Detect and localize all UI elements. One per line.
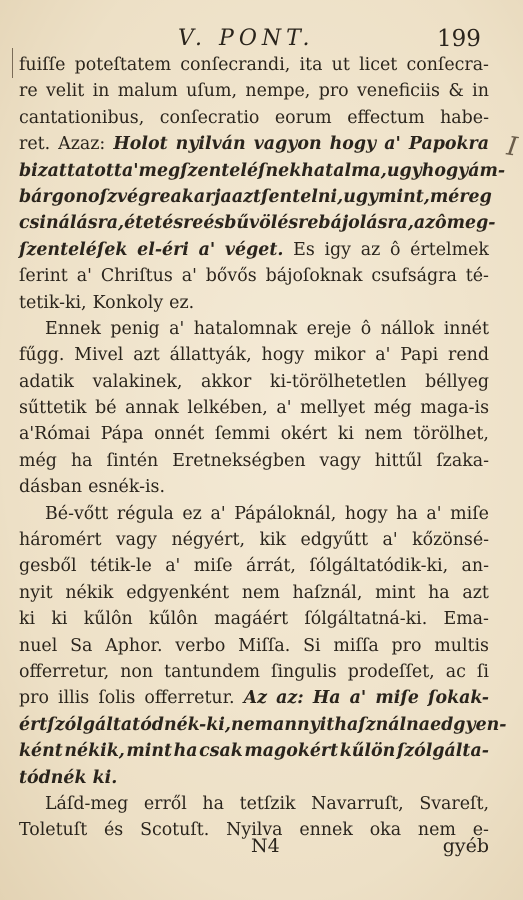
text-line bbox=[19, 738, 489, 764]
word: penig bbox=[110, 318, 160, 339]
word: tetik-ki, bbox=[19, 292, 87, 313]
word: e- bbox=[472, 820, 489, 841]
word: in bbox=[92, 81, 110, 102]
running-head: V. PONT. bbox=[178, 26, 315, 51]
word: illis bbox=[58, 688, 90, 709]
word: rend bbox=[448, 345, 489, 366]
word: gonoſz bbox=[51, 186, 117, 207]
word: nempe, bbox=[245, 81, 311, 102]
word: ként bbox=[19, 741, 63, 762]
word: a' bbox=[426, 503, 442, 524]
word: kűlôn bbox=[83, 609, 133, 630]
word: mint bbox=[126, 741, 173, 762]
word: Ema- bbox=[443, 609, 489, 630]
word: Chriſtus bbox=[100, 266, 173, 287]
word: pro bbox=[391, 635, 422, 656]
word: bájoſoknak bbox=[265, 266, 363, 287]
text-line bbox=[19, 633, 489, 659]
page-header bbox=[0, 20, 523, 52]
word: effectum bbox=[347, 107, 425, 128]
word: poteſtatem bbox=[74, 55, 172, 75]
word: Pápáloknál, bbox=[234, 503, 337, 524]
word: hittűl bbox=[374, 450, 423, 471]
text-line bbox=[19, 52, 489, 78]
word: non bbox=[120, 661, 154, 682]
word: offerretur, bbox=[19, 661, 110, 682]
word: veneficiis bbox=[356, 81, 440, 102]
word: ha bbox=[428, 582, 450, 603]
word: ô bbox=[360, 318, 372, 339]
word: mint bbox=[375, 582, 416, 603]
word: a' bbox=[375, 345, 391, 366]
word: innét bbox=[443, 318, 489, 339]
word: fűgg. bbox=[19, 345, 65, 366]
word: onnét bbox=[154, 424, 205, 445]
word: & bbox=[448, 81, 464, 102]
word: miſe bbox=[375, 688, 419, 709]
text-line bbox=[19, 184, 492, 210]
word: nem bbox=[417, 820, 456, 841]
word: fuiſſe bbox=[19, 55, 66, 75]
text-line bbox=[19, 395, 489, 421]
word: hogy bbox=[261, 345, 305, 366]
word: ſzólgálta- bbox=[396, 741, 489, 762]
word: vagy bbox=[319, 450, 361, 471]
word: Scotuſt. bbox=[140, 820, 210, 841]
word: magáért bbox=[214, 609, 289, 630]
word: csinálásra, bbox=[19, 213, 125, 234]
word: a' bbox=[384, 134, 401, 155]
word: meg- bbox=[446, 213, 496, 234]
word: törölhet, bbox=[413, 424, 489, 445]
word: offerretur. bbox=[144, 688, 235, 709]
text-line bbox=[19, 712, 507, 738]
word: miſe bbox=[450, 503, 489, 524]
word: tétik-le bbox=[89, 556, 152, 577]
word: vagyon bbox=[253, 134, 322, 155]
text-line bbox=[19, 765, 489, 791]
word: ſólgáltatódik-ki, bbox=[309, 556, 449, 577]
catchword: gyéb bbox=[442, 835, 489, 857]
word: kűlön bbox=[339, 741, 396, 762]
margin-rule bbox=[12, 48, 13, 78]
text-line bbox=[19, 78, 489, 104]
text-line bbox=[19, 685, 489, 711]
word: ha bbox=[202, 793, 224, 814]
text-line bbox=[19, 237, 489, 263]
word: uſum, bbox=[186, 81, 238, 102]
word: csak bbox=[199, 741, 243, 762]
word: háromért bbox=[19, 530, 102, 551]
word: az bbox=[360, 239, 381, 260]
body-text bbox=[19, 52, 507, 844]
word: Konkoly bbox=[92, 292, 164, 313]
text-line bbox=[19, 210, 496, 236]
word: el-éri bbox=[137, 239, 189, 260]
word: azt bbox=[231, 186, 262, 207]
word: Sa bbox=[70, 635, 93, 656]
word: velit bbox=[45, 81, 85, 102]
word: Es bbox=[293, 239, 315, 260]
word: a' bbox=[349, 688, 367, 709]
word: a' bbox=[382, 530, 398, 551]
text-line bbox=[19, 791, 489, 817]
word: bűvölésre bbox=[224, 213, 319, 234]
word: a' bbox=[165, 556, 181, 577]
word: a' bbox=[76, 266, 92, 287]
word: akarja bbox=[170, 186, 232, 207]
word: ennek bbox=[299, 820, 353, 841]
word: re bbox=[19, 81, 38, 102]
word: nyilván bbox=[175, 134, 246, 155]
word: ô bbox=[435, 213, 447, 234]
word: Ha bbox=[312, 688, 341, 709]
word: ſólgáltatná-ki. bbox=[304, 609, 428, 630]
signature-mark: N4 bbox=[251, 835, 280, 857]
word: régula bbox=[116, 503, 174, 524]
word: magokért bbox=[244, 741, 339, 762]
text-line bbox=[19, 474, 489, 500]
word: Eretnekségben bbox=[172, 450, 306, 471]
word: kik bbox=[259, 530, 287, 551]
word: nyit bbox=[19, 582, 53, 603]
word: conſecratio bbox=[159, 107, 260, 128]
word: annyit bbox=[273, 714, 335, 735]
word: nem bbox=[241, 582, 280, 603]
word: ſzaka- bbox=[436, 450, 489, 471]
text-line bbox=[19, 131, 489, 157]
word: a' bbox=[276, 398, 292, 419]
word: ret. bbox=[19, 134, 51, 155]
word: prodeſſet, bbox=[347, 661, 435, 682]
word: edgyen- bbox=[430, 714, 507, 735]
word: Toletuſt bbox=[19, 820, 88, 841]
word: an- bbox=[461, 556, 489, 577]
word: lelkében, bbox=[187, 398, 268, 419]
word: verbo bbox=[175, 635, 226, 656]
word: edgyűtt bbox=[300, 530, 369, 551]
word: conſecrandi, bbox=[180, 55, 291, 75]
word: valakinek, bbox=[92, 371, 183, 392]
word: ſingulis bbox=[271, 661, 337, 682]
word: cantationibus, bbox=[19, 107, 145, 128]
word: Aphor. bbox=[105, 635, 163, 656]
text-line bbox=[19, 105, 489, 131]
text-line bbox=[19, 580, 489, 606]
word: haſználna bbox=[334, 714, 431, 735]
word: okért bbox=[280, 424, 328, 445]
word: a' bbox=[121, 160, 139, 181]
word: ſerint bbox=[19, 266, 68, 287]
word: azt bbox=[462, 582, 489, 603]
word: tetſzik bbox=[239, 793, 296, 814]
word: mikor bbox=[314, 345, 366, 366]
word: Navarruſt, bbox=[311, 793, 404, 814]
word: licet bbox=[359, 55, 398, 75]
word: a' bbox=[198, 239, 216, 260]
word: Svareſt, bbox=[419, 793, 489, 814]
word: ha bbox=[173, 741, 198, 762]
word: ugymint, bbox=[343, 186, 430, 207]
word: bé bbox=[95, 398, 117, 419]
text-line bbox=[19, 342, 489, 368]
word: ki bbox=[337, 424, 354, 445]
word: miſſa bbox=[333, 635, 379, 656]
word: bájolásra, bbox=[318, 213, 414, 234]
word: Az bbox=[243, 688, 268, 709]
word: négyért, bbox=[171, 530, 246, 551]
word: végre bbox=[116, 186, 171, 207]
word: az: bbox=[276, 688, 304, 709]
word: nállok bbox=[380, 318, 435, 339]
text-line bbox=[19, 290, 489, 316]
word: bár bbox=[19, 186, 52, 207]
word: Miſſa. bbox=[238, 635, 291, 656]
word: kűlôn bbox=[148, 609, 198, 630]
word: mellyet bbox=[300, 398, 366, 419]
word: edgyenként bbox=[126, 582, 230, 603]
word: eorum bbox=[274, 107, 332, 128]
word: és bbox=[203, 213, 225, 234]
word: véget. bbox=[224, 239, 284, 260]
word: tantundem bbox=[164, 661, 260, 682]
word: pro bbox=[19, 688, 49, 709]
word: bizattatott bbox=[19, 160, 122, 181]
word: Holot bbox=[113, 134, 168, 155]
margin-annotation: I bbox=[504, 131, 520, 163]
word: ki-törölhetetlen bbox=[269, 371, 407, 392]
word: ſokak- bbox=[428, 688, 489, 709]
word: nem bbox=[364, 424, 403, 445]
word: ſemmi bbox=[214, 424, 271, 445]
word: ha bbox=[396, 503, 418, 524]
word: ô bbox=[389, 239, 401, 260]
text-line bbox=[19, 421, 489, 447]
word: értelmek bbox=[410, 239, 489, 260]
text-line bbox=[19, 369, 489, 395]
text-line bbox=[19, 501, 489, 527]
word: azt bbox=[133, 345, 160, 366]
word: és bbox=[104, 820, 124, 841]
word: ám- bbox=[468, 160, 506, 181]
word: nékik bbox=[65, 582, 114, 603]
word: hogy bbox=[329, 134, 377, 155]
word: ez. bbox=[169, 292, 195, 313]
word: ki. bbox=[92, 767, 118, 788]
word: ki bbox=[19, 609, 36, 630]
word: az bbox=[413, 213, 436, 234]
word: gesből bbox=[19, 556, 77, 577]
word: Láſd-meg bbox=[45, 793, 129, 814]
word: hogy bbox=[421, 160, 469, 181]
word: Bé-vőtt bbox=[45, 503, 109, 524]
word: ereje bbox=[306, 318, 352, 339]
word: Azaz: bbox=[58, 134, 106, 155]
word: ha bbox=[70, 450, 93, 471]
word: pro bbox=[318, 81, 349, 102]
text-line bbox=[19, 263, 489, 289]
word: ért bbox=[19, 714, 48, 735]
word: ki bbox=[51, 609, 68, 630]
text-line bbox=[19, 606, 489, 632]
word: még bbox=[19, 450, 57, 471]
word: vagy bbox=[115, 530, 158, 551]
word: in bbox=[472, 81, 489, 102]
word: méreg bbox=[429, 186, 492, 207]
word: tódnék bbox=[19, 767, 87, 788]
word: ſolis bbox=[98, 688, 136, 709]
word: ſzenteléſek bbox=[19, 239, 128, 260]
page-number: 199 bbox=[437, 26, 481, 52]
word: multis bbox=[434, 635, 489, 656]
word: Ennek bbox=[45, 318, 101, 339]
word: conſecra- bbox=[406, 55, 489, 75]
text-line bbox=[19, 553, 489, 579]
word: nékik, bbox=[64, 741, 125, 762]
word: ac bbox=[445, 661, 466, 682]
word: árrát, bbox=[246, 556, 296, 577]
text-line bbox=[19, 659, 489, 685]
word: ſintén bbox=[106, 450, 159, 471]
page-footer bbox=[19, 835, 489, 863]
word: még bbox=[373, 398, 412, 419]
word: erről bbox=[143, 793, 187, 814]
word: ſzólgáltatódnék-ki, bbox=[47, 714, 231, 735]
word: té- bbox=[465, 266, 489, 287]
word: ut bbox=[331, 55, 350, 75]
word: hogy bbox=[344, 503, 388, 524]
word: annak bbox=[125, 398, 179, 419]
word: bővős bbox=[205, 266, 257, 287]
text-line bbox=[19, 448, 489, 474]
word: igy bbox=[324, 239, 351, 260]
word: malum bbox=[117, 81, 178, 102]
word: maga-is bbox=[420, 398, 489, 419]
word: ita bbox=[299, 55, 323, 75]
word: kőzönsé- bbox=[412, 530, 489, 551]
word: ſentelni, bbox=[261, 186, 344, 207]
word: habe- bbox=[440, 107, 489, 128]
word: ez bbox=[182, 503, 202, 524]
word: miſe bbox=[193, 556, 233, 577]
word: Papi bbox=[400, 345, 439, 366]
word: Nyilva bbox=[226, 820, 283, 841]
word: Pápa bbox=[100, 424, 144, 445]
word: hatalma, bbox=[301, 160, 387, 181]
text-line bbox=[19, 158, 506, 184]
word: étetésre bbox=[124, 213, 204, 234]
word: Papokra bbox=[408, 134, 489, 155]
text-line bbox=[19, 527, 489, 553]
word: meg bbox=[138, 160, 181, 181]
word: nem bbox=[230, 714, 274, 735]
word: ugy bbox=[386, 160, 422, 181]
word: sűttetik bbox=[19, 398, 87, 419]
word: ſzenteléſnek bbox=[180, 160, 302, 181]
word: a' bbox=[210, 503, 226, 524]
word: béllyeg bbox=[425, 371, 489, 392]
word: dásban bbox=[19, 477, 83, 498]
word: a' bbox=[181, 266, 197, 287]
word: a'Római bbox=[19, 424, 91, 445]
word: haſznál, bbox=[292, 582, 363, 603]
word: csufságra bbox=[371, 266, 457, 287]
word: adatik bbox=[19, 371, 74, 392]
word: hatalomnak bbox=[193, 318, 298, 339]
word: állattyák, bbox=[169, 345, 252, 366]
word: a' bbox=[169, 318, 185, 339]
word: akkor bbox=[201, 371, 252, 392]
word: oka bbox=[369, 820, 402, 841]
word: Si bbox=[303, 635, 321, 656]
word: Mivel bbox=[74, 345, 124, 366]
word: ſi bbox=[476, 661, 489, 682]
word: esnék-is. bbox=[88, 477, 165, 498]
word: nuel bbox=[19, 635, 58, 656]
text-line bbox=[19, 316, 489, 342]
